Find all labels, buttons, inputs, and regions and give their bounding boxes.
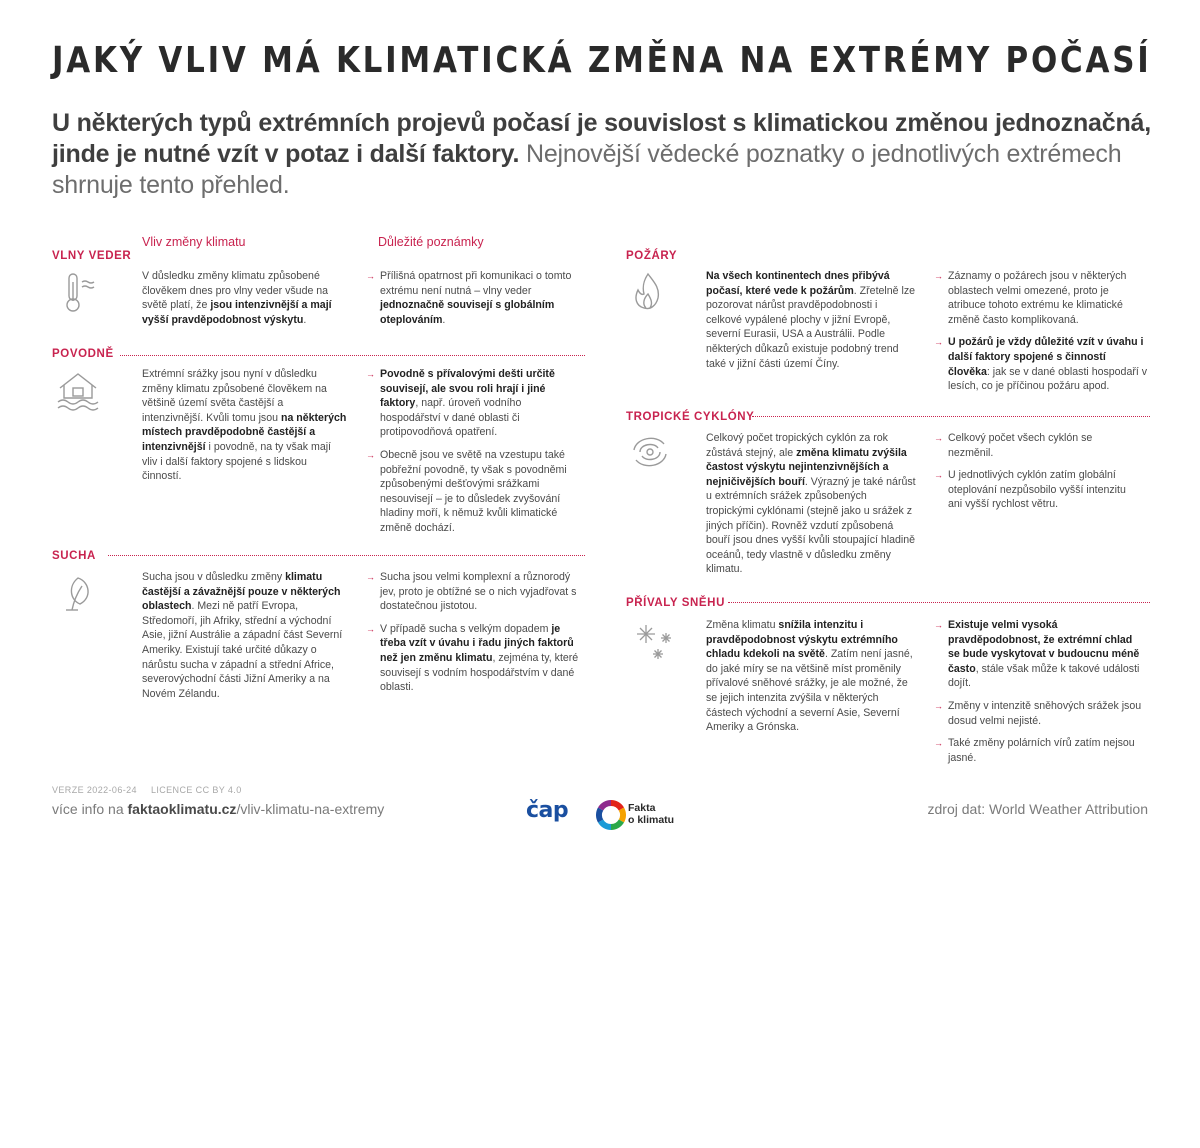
note-item: → Sucha jsou velmi komplexní a různorodý jev, proto je obtížné se o nich vyjadřovat s dostatečnou jistotou. xyxy=(366,570,581,614)
section-title-heatwaves: VLNY VEDER xyxy=(52,250,132,262)
section-divider xyxy=(120,355,585,356)
fires-notes xyxy=(934,269,1149,402)
license-label: LICENCE CC BY 4.0 xyxy=(150,785,242,795)
column-header-impact: Vliv změny klimatu xyxy=(142,235,246,249)
section-title-drought: SUCHA xyxy=(52,550,96,562)
version-label: VERZE 2022-06-24 xyxy=(52,785,137,795)
flooded-house-icon xyxy=(54,368,102,416)
leaf-icon xyxy=(56,570,104,618)
note-item: → U jednotlivých cyklón zatím globální oteplování nezpůsobilo vyšší intenzitu ani vyšší rychlost větru. xyxy=(934,468,1139,512)
note-item: → Existuje velmi vysoká pravděpodobnost, že extrémní chlad se bude vyskytovat v budoucnu méně často, stále však může k takové události dojít. xyxy=(934,618,1146,691)
floods-impact-text: Extrémní srážky jsou nyní v důsledku změny klimatu způsobené člověkem na většině území světa častější a intenzivnější. Kvůli tomu jsou na některých místech pravděpodobně častější a intenzivnější i povodně, na ty však mají vliv i další faktory spojené s lidskou činností. xyxy=(142,368,347,483)
section-title-snow: PŘÍVALY SNĚHU xyxy=(626,597,725,609)
section-title-fires: POŽÁRY xyxy=(626,250,678,262)
note-item: → Změny v intenzitě sněhových srážek jsou dosud velmi nejisté. xyxy=(934,699,1146,728)
page-title: JAKÝ VLIV MÁ KLIMATICKÁ ZMĚNA NA EXTRÉMY POČASÍ xyxy=(52,40,1152,81)
note-item: → Také změny polárních vírů zatím nejsou jasné. xyxy=(934,736,1146,765)
lead-rest: Nejnovější vědecké poznatky o jednotlivých extrémech shrnuje tento přehled. xyxy=(52,140,1122,199)
note-item: → V případě sucha s velkým dopadem je třeba vzít v úvahu i řadu jiných faktorů než jen změnu klimatu, zejména ty, které souvisejí s vodním hospodářstvím v dané oblasti. xyxy=(366,622,581,695)
footer-meta xyxy=(52,785,256,795)
heatwaves-impact-text: V důsledku změny klimatu způsobené člověkem dnes pro vlny veder všude na světě platí, že jsou intenzivnější a mají vyšší pravděpodobnost výskytu. xyxy=(142,270,332,326)
fakta-o-klimatu-logo-icon xyxy=(596,800,626,830)
snow-impact-text: Změna klimatu snížila intenzitu i pravděpodobnost výskytu extrémního chladu kdekoli na světě. Zatím není jasné, do jaké míry se na většině míst proměnily přívalové sněhové srážky, je ale možné, že se jejich intenzita zvýšila v některých částech východní a severní Asie, Severní Ameriky a Grónska. xyxy=(706,619,913,734)
section-divider xyxy=(108,555,585,556)
section-divider xyxy=(728,602,1150,603)
drought-notes xyxy=(366,570,581,703)
note-item: → Celkový počet všech cyklón se nezměnil. xyxy=(934,431,1139,460)
cap-logo: čap xyxy=(526,798,569,823)
lead-paragraph xyxy=(52,108,1152,201)
fakta-o-klimatu-logo-text: Fakta o klimatu xyxy=(628,802,675,826)
flame-icon xyxy=(624,268,672,316)
fires-impact-text: Na všech kontinentech dnes přibývá počasí, které vede k požárům. Zřetelně lze pozorovat nárůst pravděpodobnosti i celkové vypálené plochy v jižní Evropě, severní Eurasii, USA a Austrálii. Podle některých důkazů existuje podobný trend také v jižní části území Číny. xyxy=(706,270,916,370)
data-source: zdroj dat: World Weather Attribution xyxy=(927,801,1148,817)
note-item: → Záznamy o požárech jsou v některých oblastech velmi omezené, proto je atribuce tohoto extrému ke klimatické změně často komplikovaná. xyxy=(934,269,1149,327)
note-item: → U požárů je vždy důležité vzít v úvahu i další faktory spojené s činností člověka: jak se v dané oblasti hospodaří v lesích, co je příčinou požáru apod. xyxy=(934,335,1149,393)
more-info-link[interactable]: více info na faktaoklimatu.cz/vliv-klimatu-na-extremy xyxy=(52,801,385,817)
thermometer-icon xyxy=(56,268,104,316)
note-item: → Přílišná opatrnost při komunikaci o tomto extrému není nutná – vlny veder jednoznačně souvisejí s globálním oteplováním. xyxy=(366,269,586,327)
column-header-notes: Důležité poznámky xyxy=(378,235,484,249)
lead-bold: U některých typů extrémních projevů počasí je souvislost s klimatickou změnou jednoznačná, jinde je nutné vzít v potaz i další faktory. xyxy=(52,109,1151,168)
section-divider xyxy=(752,416,1150,417)
note-item: → Obecně jsou ve světě na vzestupu také pobřežní povodně, ty však s povodněmi způsobenými dešťovými srážkami nesouvisejí – je to důsledek zvyšování hladiny moří, k němuž kvůli klimatické změně dochází. xyxy=(366,448,581,536)
heatwaves-notes xyxy=(366,269,586,335)
cyclones-notes xyxy=(934,431,1139,520)
cyclone-icon xyxy=(626,428,674,476)
snow-notes xyxy=(934,618,1146,773)
cyclones-impact-text: Celkový počet tropických cyklón za rok zůstává stejný, ale změna klimatu zvýšila častost výskytu nejintenzivnějších a nejničivějších bouří. Výrazný je také nárůst u extrémních srážek způsobených tropickými cyklónami (stejně jako u srážek z jiných příčin). Rovněž vzdutí způsobená bouří jsou dnes vyšší kvůli stoupající hladině oceánů, tedy vlastně v důsledku změny klimatu. xyxy=(706,432,916,576)
section-title-floods: POVODNĚ xyxy=(52,348,114,360)
note-item: → Povodně s přívalovými dešti určitě souvisejí, ale svou roli hrají i jiné faktory, např. úroveň vodního hospodářství v dané oblasti či protipovodňová opatření. xyxy=(366,367,581,440)
section-title-cyclones: TROPICKÉ CYKLÓNY xyxy=(626,411,755,423)
floods-notes xyxy=(366,367,581,544)
snowflake-icon xyxy=(630,616,678,664)
drought-impact-text: Sucha jsou v důsledku změny klimatu častější a závažnější pouze v některých oblastech. Mezi ně patří Evropa, Středomoří, jih Afriky, střední a východní Asie, jižní Austrálie a západní část Severní Ameriky. Existují také určité důkazy o nárůstu sucha v západní a střední Africe, severovýchodní části Jižní Ameriky a na Novém Zélandu. xyxy=(142,571,343,700)
